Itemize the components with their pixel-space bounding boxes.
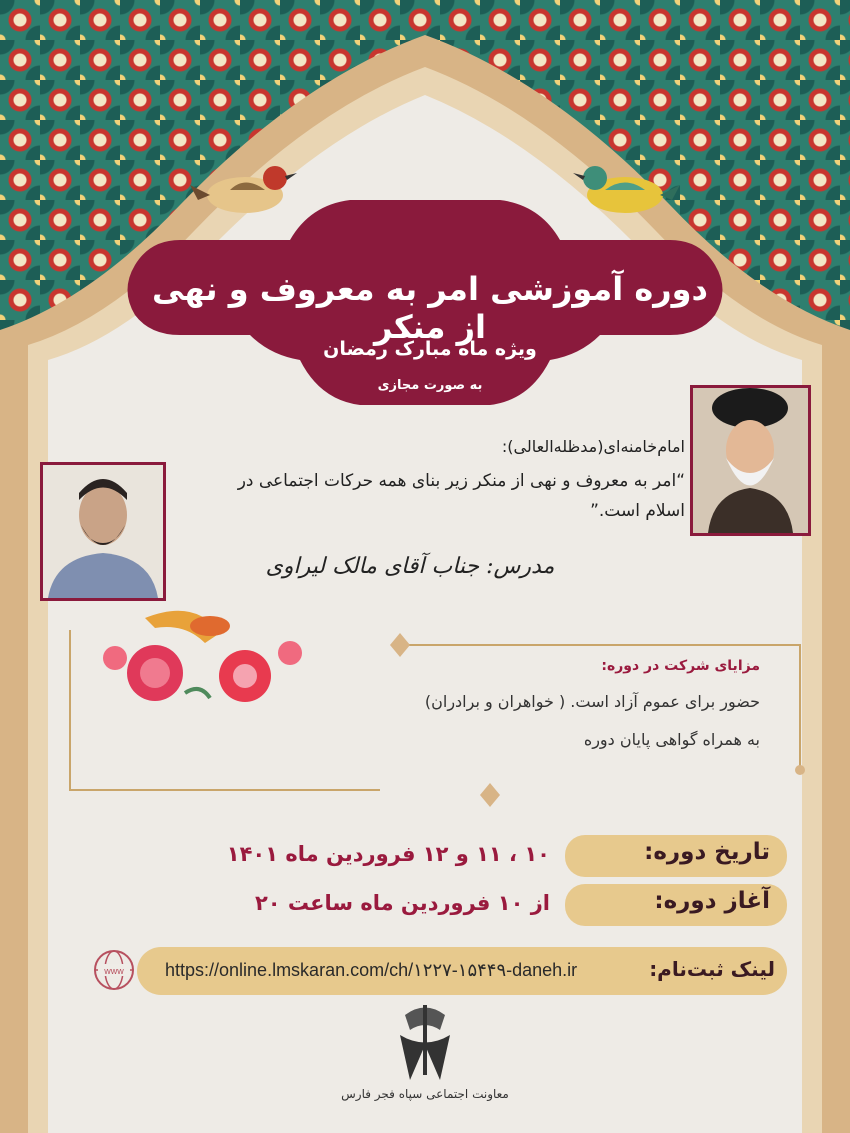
registration-label: لینک ثبت‌نام: xyxy=(649,957,775,981)
course-mode: به صورت مجازی xyxy=(377,378,483,393)
quote-line-2: اسلام است.” xyxy=(590,501,685,521)
poster-subtitle: ویژه ماه مبارک رمضان xyxy=(323,338,537,360)
teacher-name: مدرس: جناب آقای مالک لیراوی xyxy=(265,554,555,579)
start-value: از ۱۰ فروردین ماه ساعت ۲۰ xyxy=(254,891,550,915)
benefits-title: مزایای شرکت در دوره: xyxy=(601,658,760,674)
quote-text xyxy=(205,466,685,526)
globe-icon xyxy=(92,948,136,992)
globe-icon-text: www xyxy=(104,966,124,976)
bird-left-icon xyxy=(190,150,300,225)
teacher-photo xyxy=(40,462,166,601)
registration-link[interactable]: https://online.lmskaran.com/ch/۱۲۲۷-۱۵۴۴۹-daneh.ir xyxy=(165,960,578,980)
start-label: آغاز دوره: xyxy=(654,888,770,914)
poster-title: دوره آموزشی امر به معروف و نهی از منکر xyxy=(152,270,708,346)
organization-name: معاونت اجتماعی سپاه فجر فارس xyxy=(341,1087,509,1101)
quote-author: امام‌خامنه‌ای(مدظله‌العالی): xyxy=(501,437,685,456)
benefit-item-1: حضور برای عموم آزاد است. ( خواهران و برادران) xyxy=(424,692,760,711)
leader-photo xyxy=(690,385,811,536)
flowers-decoration-icon xyxy=(85,598,315,713)
benefit-item-2: به همراه گواهی پایان دوره xyxy=(583,730,760,749)
emblem-logo-icon xyxy=(385,1000,465,1085)
date-value: ۱۰ ، ۱۱ و ۱۲ فروردین ماه ۱۴۰۱ xyxy=(226,842,550,866)
bird-right-icon xyxy=(570,150,680,225)
quote-line-1: “امر به معروف و نهی از منکر زیر بنای همه حرکات اجتماعی در xyxy=(237,471,685,491)
corner-line-ornament-right xyxy=(380,625,810,815)
date-label: تاریخ دوره: xyxy=(644,839,770,865)
